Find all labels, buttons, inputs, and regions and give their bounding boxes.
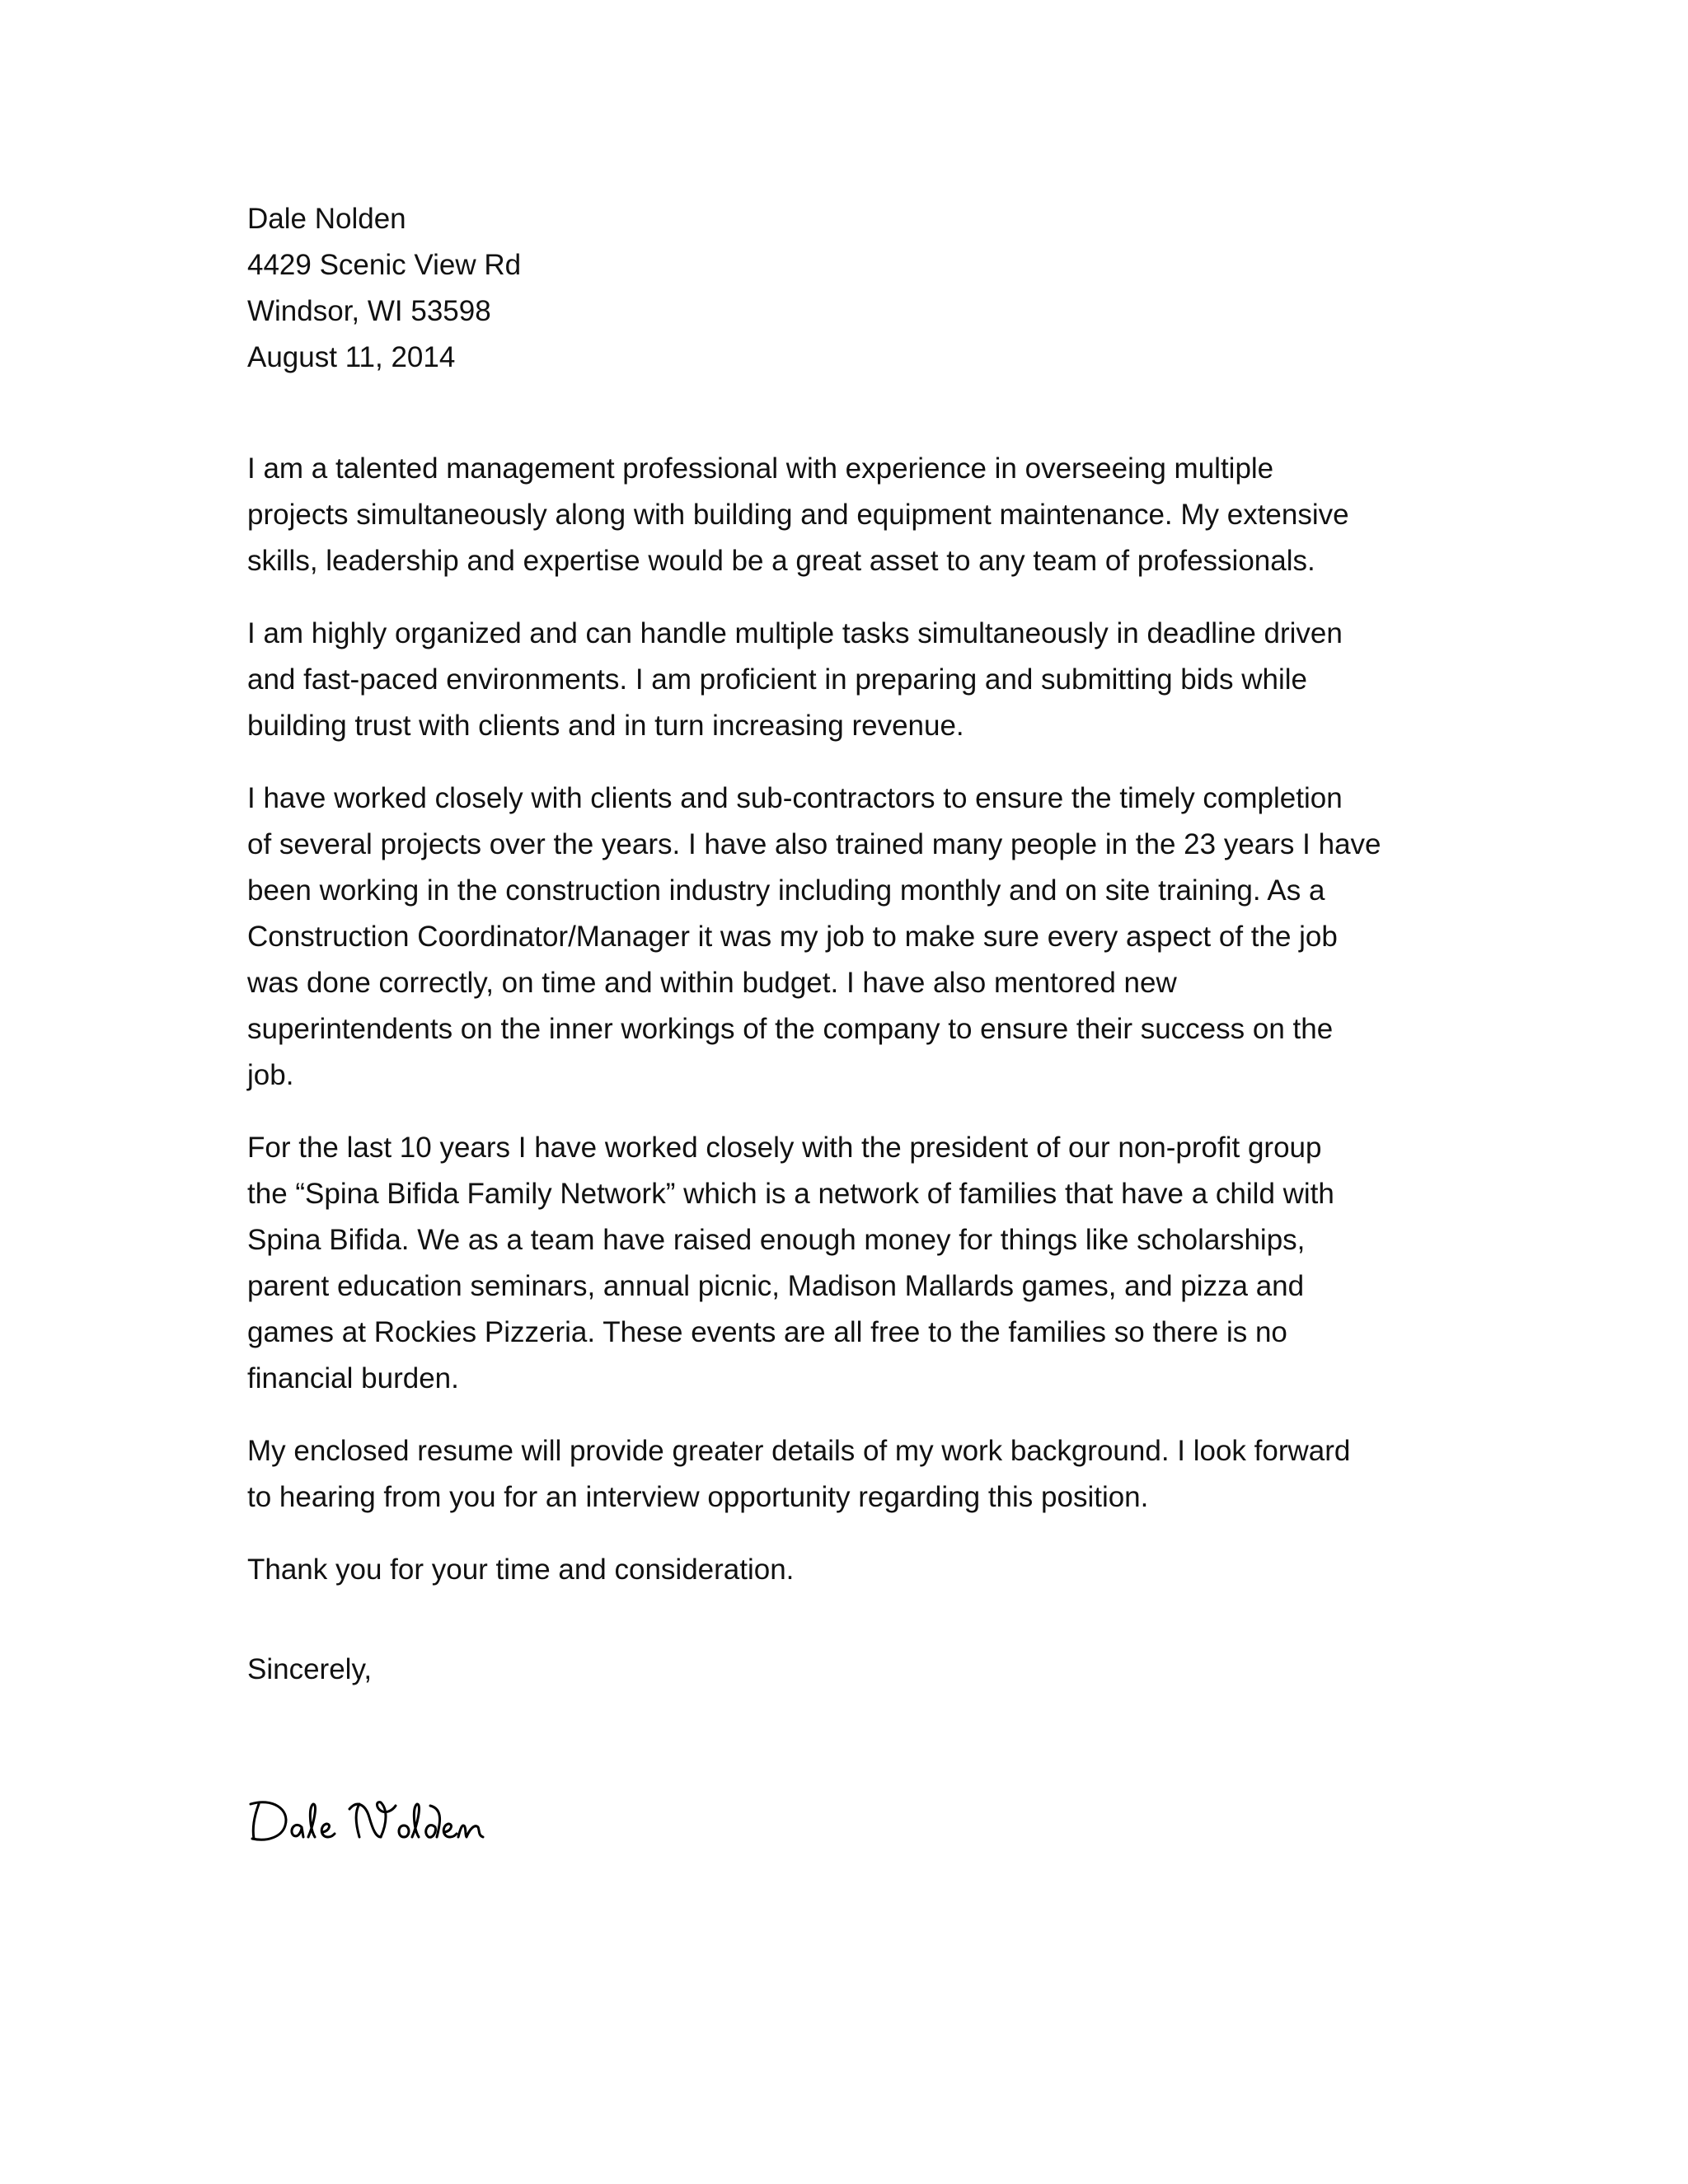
paragraph-line: I have worked closely with clients and sub-contractors to ensure the timely completion (247, 782, 1343, 814)
sender-name: Dale Nolden (247, 203, 406, 235)
paragraph-line: was done correctly, on time and within budget. I have also mentored new (247, 967, 1177, 999)
paragraph-nonprofit (247, 1125, 1451, 1402)
paragraph-line: I am a talented management professional with experience in overseeing multiple (247, 452, 1274, 485)
handwritten-signature (247, 1793, 495, 1850)
sender-address-block (247, 196, 1451, 381)
paragraph-line: the “Spina Bifida Family Network” which is a network of families that have a child with (247, 1178, 1334, 1210)
paragraph-line: skills, leadership and expertise would be a great asset to any team of professionals. (247, 545, 1315, 577)
paragraph-line: superintendents on the inner workings of the company to ensure their success on the (247, 1013, 1334, 1045)
closing-salutation: Sincerely, (247, 1653, 373, 1685)
paragraph-line: and fast-paced environments. I am proficient in preparing and submitting bids while (247, 663, 1307, 696)
letter-body (247, 196, 1451, 1693)
paragraph-line: building trust with clients and in turn increasing revenue. (247, 710, 964, 742)
paragraph-line: been working in the construction industry including monthly and on site training. As a (247, 874, 1325, 907)
paragraph-line: I am highly organized and can handle multiple tasks simultaneously in deadline driven (247, 617, 1343, 649)
signature-image (247, 1793, 495, 1850)
paragraph-line: For the last 10 years I have worked closely with the president of our non-profit group (247, 1132, 1322, 1164)
paragraph-resume (247, 1428, 1451, 1521)
paragraph-line: My enclosed resume will provide greater details of my work background. I look forward (247, 1435, 1351, 1467)
paragraph-line: to hearing from you for an interview opportunity regarding this position. (247, 1481, 1149, 1513)
paragraph-line: projects simultaneously along with building and equipment maintenance. My extensive (247, 499, 1349, 531)
paragraph-organization (247, 611, 1451, 749)
paragraph-line: games at Rockies Pizzeria. These events are all free to the families so there is no (247, 1316, 1287, 1348)
paragraph-line: Spina Bifida. We as a team have raised enough money for things like scholarships, (247, 1224, 1306, 1256)
paragraph-experience (247, 776, 1451, 1099)
paragraph-intro (247, 446, 1451, 584)
paragraph-line: Construction Coordinator/Manager it was my job to make sure every aspect of the job (247, 921, 1338, 953)
paragraph-line: financial burden. (247, 1362, 459, 1394)
paragraph-thanks (247, 1547, 1451, 1593)
paragraph-line: job. (247, 1059, 294, 1091)
sender-city-state-zip: Windsor, WI 53598 (247, 295, 491, 327)
paragraph-line: of several projects over the years. I have also trained many people in the 23 years I have (247, 828, 1381, 860)
paragraph-line: Thank you for your time and consideration. (247, 1554, 795, 1586)
letter-date: August 11, 2014 (247, 341, 456, 373)
paragraph-line: parent education seminars, annual picnic, Madison Mallards games, and pizza and (247, 1270, 1305, 1302)
sender-street: 4429 Scenic View Rd (247, 249, 522, 281)
